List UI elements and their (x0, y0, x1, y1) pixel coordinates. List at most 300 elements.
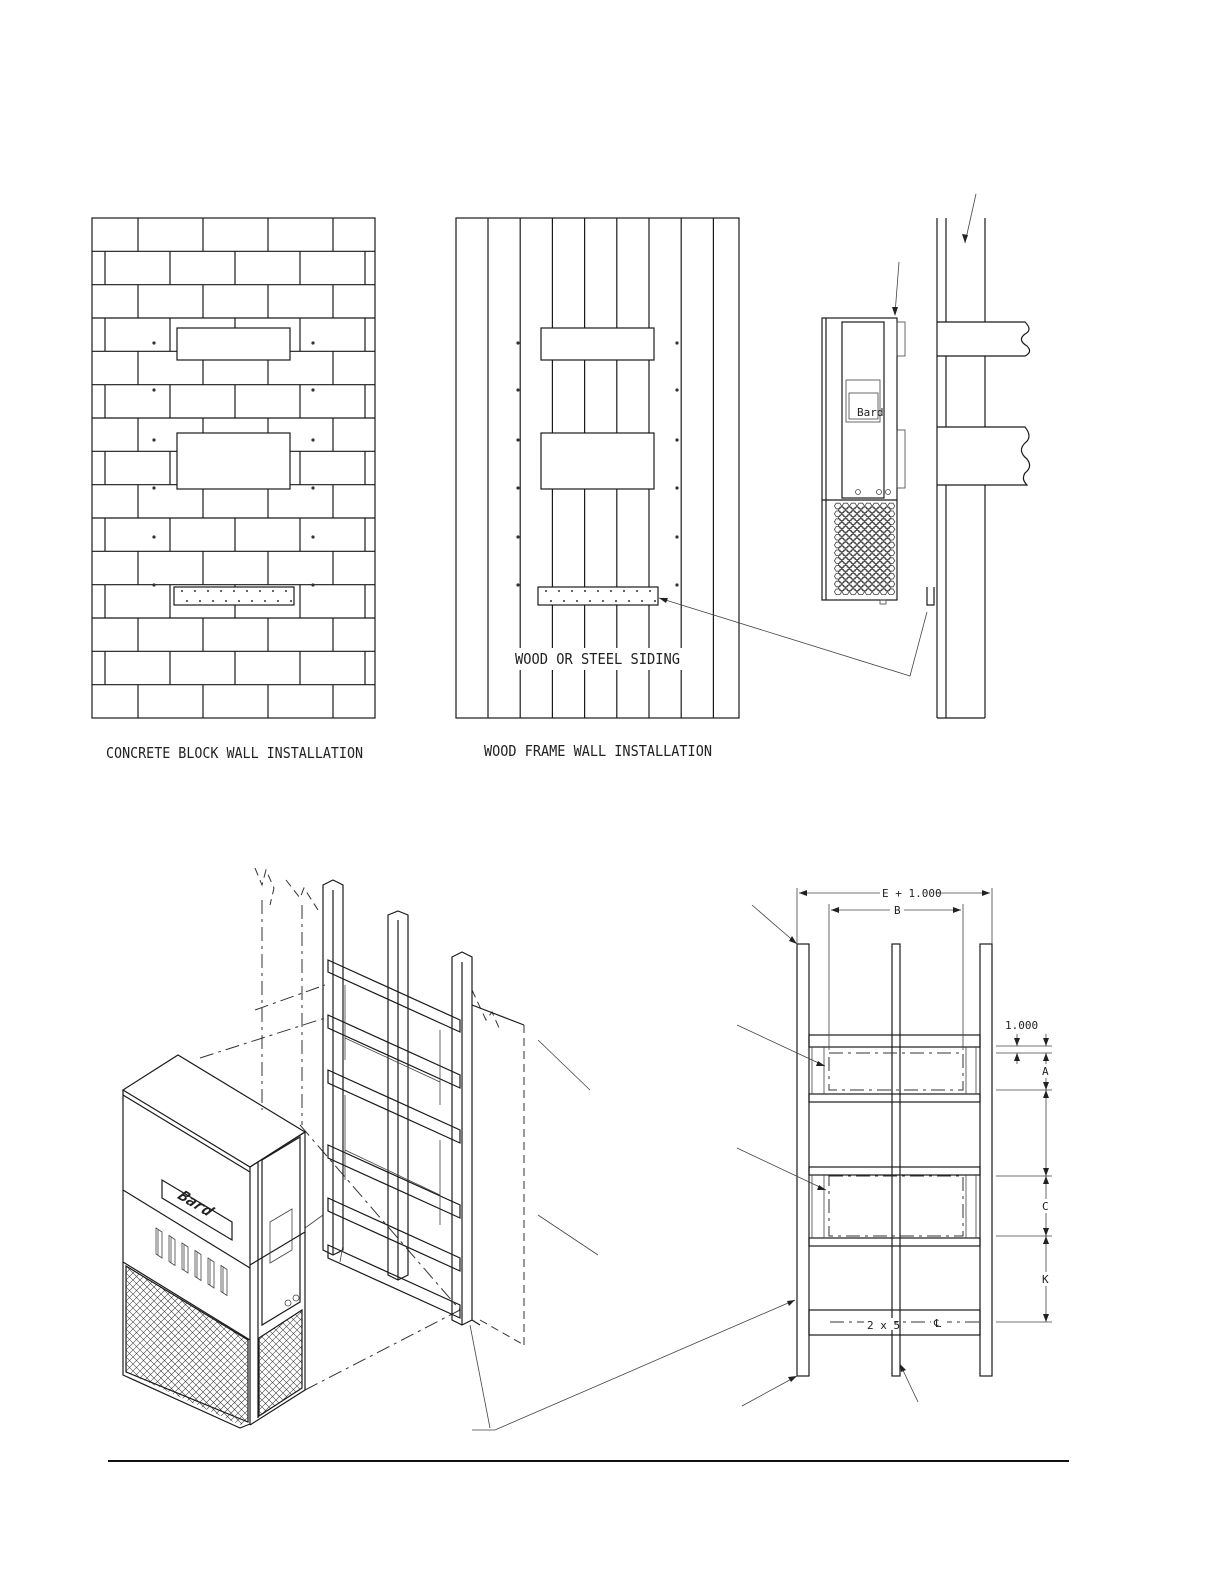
fastener (654, 600, 656, 602)
hex-grille (834, 503, 894, 594)
mesh-strand (82, 1250, 282, 1450)
mesh-strand (0, 1250, 107, 1450)
fastener (207, 590, 209, 592)
fastener (238, 600, 240, 602)
fastener (649, 590, 651, 592)
grille-cell (880, 581, 887, 587)
mesh-strand (0, 1250, 142, 1450)
grille-cell (869, 507, 876, 513)
mesh-strand (211, 1300, 411, 1500)
fastener (516, 388, 519, 391)
mesh-strand (533, 1300, 733, 1500)
grille-cell (853, 554, 860, 560)
mesh-strand (281, 1300, 481, 1500)
mesh-strand (456, 1300, 656, 1500)
mesh-strand (386, 1300, 586, 1500)
mesh-strand (155, 1300, 355, 1500)
grille-cell (842, 573, 849, 579)
grille-cell (834, 527, 841, 533)
mesh-strand (428, 1300, 628, 1500)
mesh-strand (71, 1300, 271, 1500)
grille-cell (888, 558, 895, 564)
mesh-strand (379, 1300, 579, 1500)
fastener (675, 486, 678, 489)
fastener (194, 590, 196, 592)
mesh-strand (386, 1300, 586, 1500)
grille-cell (850, 558, 857, 564)
mesh-strand (302, 1300, 502, 1500)
mesh-strand (484, 1300, 684, 1500)
grille-cell (861, 585, 868, 591)
grille-cell (872, 589, 879, 595)
grille-cell (880, 589, 887, 595)
concrete-block-caption: CONCRETE BLOCK WALL INSTALLATION (106, 744, 363, 762)
mesh-strand (295, 1300, 495, 1500)
grille-cell (876, 562, 883, 568)
fastener (152, 341, 155, 344)
grille-cell (834, 566, 841, 572)
mesh-strand (526, 1300, 726, 1500)
grille-cell (884, 562, 891, 568)
grille-cell (857, 534, 864, 540)
side-grille-mesh (50, 1300, 747, 1500)
fastener (311, 535, 314, 538)
fastener (225, 600, 227, 602)
lower-opening-outline (829, 1176, 963, 1236)
grille-cell (834, 581, 841, 587)
mesh-strand (285, 1250, 485, 1450)
mesh-strand (85, 1300, 285, 1500)
dimension-a: A (1042, 1065, 1049, 1078)
fastener (264, 600, 266, 602)
top-offset-dimension: 1.000 (1005, 1019, 1039, 1032)
isometric-view (0, 868, 795, 1500)
dimension-c: C (1042, 1200, 1049, 1213)
mesh-strand (334, 1250, 534, 1450)
grille-cell (842, 566, 849, 572)
mesh-strand (288, 1300, 488, 1500)
grille-cell (857, 527, 864, 533)
grille-cell (884, 546, 891, 552)
grille-cell (850, 566, 857, 572)
lower-wall-opening (177, 433, 290, 489)
fastener (516, 438, 519, 441)
fastener (558, 590, 560, 592)
grille-cell (846, 577, 853, 583)
grille-cell (880, 503, 887, 509)
fastener (152, 535, 155, 538)
header-size-label: 2 x 5 (867, 1319, 901, 1332)
mesh-strand (57, 1300, 257, 1500)
centerline-symbol: ℄ (934, 1317, 942, 1330)
mesh-strand (477, 1300, 677, 1500)
grille-cell (834, 511, 841, 517)
wood-frame-caption: WOOD FRAME WALL INSTALLATION (484, 742, 712, 760)
grille-cell (850, 573, 857, 579)
mesh-strand (0, 1250, 121, 1450)
mesh-strand (0, 1250, 149, 1450)
mesh-strand (407, 1300, 607, 1500)
grille-cell (872, 519, 879, 525)
grille-cell (850, 519, 857, 525)
mesh-strand (295, 1300, 495, 1500)
mesh-strand (257, 1250, 457, 1450)
mesh-strand (421, 1300, 621, 1500)
svg-text:Bard: Bard (857, 406, 884, 419)
mesh-strand (274, 1300, 474, 1500)
grille-cell (861, 546, 868, 552)
mesh-strand (358, 1300, 558, 1500)
mesh-strand (0, 1250, 191, 1450)
mesh-strand (316, 1300, 516, 1500)
mesh-strand (334, 1250, 534, 1450)
grille-cell (857, 566, 864, 572)
fastener (285, 590, 287, 592)
fastener (311, 341, 314, 344)
fastener (311, 583, 314, 586)
grille-cell (838, 562, 845, 568)
mesh-strand (0, 1250, 163, 1450)
fastener (675, 583, 678, 586)
fastener (290, 600, 292, 602)
mesh-strand (533, 1300, 733, 1500)
grille-cell (884, 577, 891, 583)
grille-cell (850, 511, 857, 517)
grille-cell (838, 554, 845, 560)
grille-cell (842, 527, 849, 533)
siding-label: WOOD OR STEEL SIDING (515, 650, 680, 668)
grille-cell (880, 519, 887, 525)
mesh-strand (379, 1300, 579, 1500)
grille-cell (853, 570, 860, 576)
mesh-strand (477, 1300, 677, 1500)
mesh-strand (0, 1250, 170, 1450)
mesh-strand (341, 1250, 541, 1450)
grille-cell (884, 585, 891, 591)
grille-cell (876, 538, 883, 544)
grille-cell (850, 534, 857, 540)
mesh-strand (320, 1250, 520, 1450)
mesh-strand (211, 1300, 411, 1500)
fastener (563, 600, 565, 602)
fastener (516, 341, 519, 344)
fastener (641, 600, 643, 602)
grille-cell (842, 511, 849, 517)
grille-cell (834, 573, 841, 579)
grille-cell (842, 550, 849, 556)
grille-cell (842, 519, 849, 525)
grille-cell (880, 542, 887, 548)
mesh-strand (383, 1250, 583, 1450)
mesh-strand (316, 1300, 516, 1500)
mesh-strand (0, 1250, 184, 1450)
mesh-strand (512, 1300, 712, 1500)
fastener (584, 590, 586, 592)
grille-cell (857, 542, 864, 548)
grille-cell (857, 589, 864, 595)
grille-cell (842, 589, 849, 595)
mesh-strand (222, 1250, 422, 1450)
mesh-strand (0, 1250, 121, 1450)
grille-cell (869, 531, 876, 537)
mesh-strand (519, 1300, 719, 1500)
grille-cell (846, 570, 853, 576)
grille-cell (850, 527, 857, 533)
mesh-strand (243, 1250, 443, 1450)
grille-cell (846, 585, 853, 591)
grille-cell (876, 523, 883, 529)
mesh-strand (397, 1250, 597, 1450)
grille-cell (861, 531, 868, 537)
grille-cell (872, 581, 879, 587)
mesh-strand (222, 1250, 422, 1450)
mesh-strand (344, 1300, 544, 1500)
mesh-strand (365, 1300, 565, 1500)
grille-cell (865, 566, 872, 572)
fastener (251, 600, 253, 602)
grille-cell (888, 550, 895, 556)
mesh-strand (463, 1300, 663, 1500)
mesh-strand (0, 1250, 100, 1450)
grille-cell (865, 558, 872, 564)
fastener (233, 590, 235, 592)
mesh-strand (225, 1300, 425, 1500)
mesh-strand (355, 1250, 555, 1450)
mesh-strand (414, 1300, 614, 1500)
grille-cell (861, 507, 868, 513)
grille-cell (888, 566, 895, 572)
grille-cell (884, 515, 891, 521)
fastener (602, 600, 604, 602)
mesh-strand (320, 1250, 520, 1450)
louver-slot (221, 1266, 227, 1296)
grille-cell (861, 562, 868, 568)
grille-cell (853, 577, 860, 583)
mesh-strand (407, 1300, 607, 1500)
grille-cell (838, 507, 845, 513)
grille-cell (884, 570, 891, 576)
mesh-strand (0, 1250, 107, 1450)
grille-cell (865, 581, 872, 587)
grille-cell (876, 507, 883, 513)
mesh-strand (271, 1250, 471, 1450)
mesh-strand (327, 1250, 527, 1450)
grille-cell (869, 570, 876, 576)
grille-cell (846, 507, 853, 513)
grille-cell (869, 546, 876, 552)
grille-cell (872, 573, 879, 579)
fastener (311, 438, 314, 441)
grille-cell (880, 573, 887, 579)
grille-cell (869, 523, 876, 529)
grille-cell (861, 523, 868, 529)
grille-cell (888, 534, 895, 540)
upper-wall-opening (541, 328, 654, 360)
mesh-strand (365, 1300, 565, 1500)
grille-cell (834, 558, 841, 564)
mesh-strand (435, 1300, 635, 1500)
mesh-strand (0, 1250, 184, 1450)
fastener (675, 535, 678, 538)
grille-cell (880, 527, 887, 533)
mesh-strand (281, 1300, 481, 1500)
mesh-strand (351, 1300, 551, 1500)
grille-cell (884, 507, 891, 513)
grille-cell (888, 503, 895, 509)
mesh-strand (463, 1300, 663, 1500)
grille-cell (872, 534, 879, 540)
mesh-strand (0, 1250, 128, 1450)
mesh-strand (449, 1300, 649, 1500)
mesh-strand (330, 1300, 530, 1500)
mesh-strand (323, 1300, 523, 1500)
mesh-strand (421, 1300, 621, 1500)
mesh-strand (344, 1300, 544, 1500)
grille-cell (838, 546, 845, 552)
mesh-strand (512, 1300, 712, 1500)
grille-cell (846, 515, 853, 521)
fastener (152, 438, 155, 441)
grille-cell (876, 515, 883, 521)
mesh-strand (428, 1300, 628, 1500)
grille-cell (834, 589, 841, 595)
mesh-strand (278, 1250, 478, 1450)
grille-cell (888, 573, 895, 579)
mesh-strand (250, 1250, 450, 1450)
mesh-strand (355, 1250, 555, 1450)
fastener (272, 590, 274, 592)
grille-cell (850, 589, 857, 595)
mesh-strand (0, 1250, 100, 1450)
mesh-strand (505, 1300, 705, 1500)
grille-cell (842, 581, 849, 587)
grille-cell (872, 550, 879, 556)
grille-cell (846, 554, 853, 560)
grille-cell (857, 519, 864, 525)
fastener (311, 486, 314, 489)
mesh-strand (383, 1250, 583, 1450)
fastener (589, 600, 591, 602)
grille-cell (884, 523, 891, 529)
grille-cell (846, 546, 853, 552)
grille-cell (834, 534, 841, 540)
mesh-strand (442, 1300, 642, 1500)
concrete-block-wall-view (92, 218, 375, 718)
grille-cell (853, 546, 860, 552)
grille-cell (865, 511, 872, 517)
front-louvers (156, 1228, 227, 1296)
grille-cell (869, 577, 876, 583)
mesh-strand (57, 1300, 257, 1500)
mesh-strand (526, 1300, 726, 1500)
grille-cell (884, 554, 891, 560)
mesh-strand (519, 1300, 719, 1500)
fastener (610, 590, 612, 592)
fastener (516, 535, 519, 538)
upper-wall-opening (177, 328, 290, 360)
mesh-strand (442, 1300, 642, 1500)
mesh-strand (0, 1250, 114, 1450)
mesh-strand (71, 1300, 271, 1500)
front-grille-mesh (0, 1250, 597, 1450)
grille-cell (888, 581, 895, 587)
grille-cell (865, 503, 872, 509)
wood-frame-wall-view (456, 218, 739, 718)
grille-cell (876, 531, 883, 537)
mesh-strand (323, 1300, 523, 1500)
grille-cell (876, 577, 883, 583)
mesh-strand (0, 1250, 135, 1450)
grille-cell (838, 577, 845, 583)
fastener (636, 590, 638, 592)
grille-cell (869, 538, 876, 544)
grille-cell (872, 542, 879, 548)
fastener (675, 388, 678, 391)
fastener (545, 590, 547, 592)
grille-cell (853, 507, 860, 513)
mesh-strand (498, 1300, 698, 1500)
mesh-strand (390, 1250, 590, 1450)
grille-cell (850, 503, 857, 509)
grille-cell (850, 550, 857, 556)
side-section-view (659, 194, 1030, 718)
grille-cell (834, 550, 841, 556)
mesh-strand (400, 1300, 600, 1500)
grille-cell (842, 534, 849, 540)
framing-elevation-view (737, 885, 1052, 1406)
grille-cell (888, 542, 895, 548)
grille-cell (857, 550, 864, 556)
fastener (152, 486, 155, 489)
grille-cell (842, 542, 849, 548)
grille-cell (853, 585, 860, 591)
mesh-strand (449, 1300, 649, 1500)
mesh-strand (0, 1250, 163, 1450)
grille-cell (865, 534, 872, 540)
mesh-strand (0, 1250, 177, 1450)
grille-cell (869, 515, 876, 521)
inner-width-dimension: B (894, 904, 901, 917)
grille-cell (853, 538, 860, 544)
grille-cell (888, 589, 895, 595)
grille-cell (865, 589, 872, 595)
air-conditioner-unit (0, 1055, 747, 1500)
mesh-strand (456, 1300, 656, 1500)
mesh-strand (547, 1300, 747, 1500)
grille-cell (846, 523, 853, 529)
grille-cell (853, 523, 860, 529)
grille-cell (853, 531, 860, 537)
grille-cell (838, 515, 845, 521)
mesh-strand (491, 1300, 691, 1500)
mesh-strand (250, 1250, 450, 1450)
mesh-strand (285, 1250, 485, 1450)
wall-mounting-bracket (538, 587, 658, 605)
grille-cell (861, 538, 868, 544)
grille-cell (876, 546, 883, 552)
grille-cell (884, 538, 891, 544)
mesh-strand (0, 1250, 135, 1450)
lower-wall-opening (541, 433, 654, 489)
fastener (212, 600, 214, 602)
grille-cell (838, 531, 845, 537)
mesh-strand (390, 1250, 590, 1450)
mesh-strand (0, 1250, 128, 1450)
fastener (186, 600, 188, 602)
mesh-strand (358, 1300, 558, 1500)
mesh-strand (435, 1300, 635, 1500)
grille-cell (880, 566, 887, 572)
